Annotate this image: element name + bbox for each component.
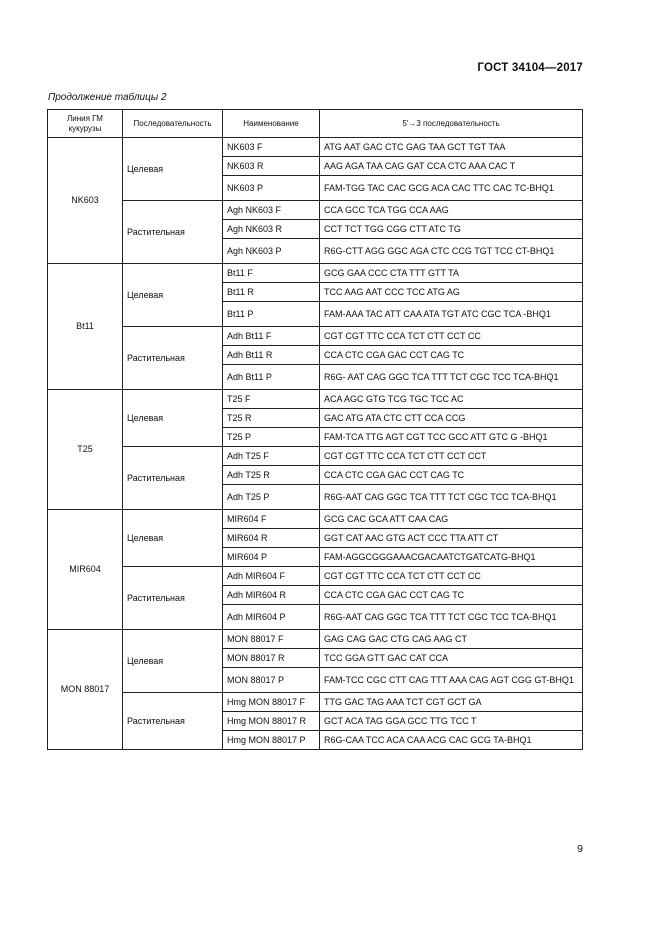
sequence-type-cell: Растительная <box>123 447 223 510</box>
primer-name-cell: MIR604 R <box>223 529 320 548</box>
sequence-type-cell: Целевая <box>123 630 223 693</box>
header-name: Наименование <box>223 110 320 138</box>
primer-name-cell: Adh MIR604 F <box>223 567 320 586</box>
primer-name-cell: MON 88017 F <box>223 630 320 649</box>
primer-name-cell: Adh Bt11 F <box>223 327 320 346</box>
primer-sequence-cell: R6G- AAT CAG GGC TCA TTT TCT CGC TCC TCA-BHQ1 <box>320 365 583 390</box>
primer-sequence-cell: CCA GCC TCA TGG CCA AAG <box>320 201 583 220</box>
primer-sequence-cell: CCA CTC CGA GAC CCT CAG TC <box>320 586 583 605</box>
gm-line-cell: MIR604 <box>48 510 123 630</box>
primer-sequence-cell: ACA AGC GTG TCG TGC TCC AC <box>320 390 583 409</box>
primer-name-cell: Agh NK603 P <box>223 239 320 264</box>
primer-name-cell: NK603 F <box>223 138 320 157</box>
primer-sequence-cell: CCT TCT TGG CGG CTT ATC TG <box>320 220 583 239</box>
primer-sequence-cell: AAG AGA TAA CAG GAT CCA CTC AAA CAC T <box>320 157 583 176</box>
primer-sequence-cell: GAG CAG GAC CTG CAG AAG CT <box>320 630 583 649</box>
primer-name-cell: Bt11 R <box>223 283 320 302</box>
primer-sequence-cell: CGT CGT TTC CCA TCT CTT CCT CC <box>320 567 583 586</box>
primer-name-cell: Adh T25 F <box>223 447 320 466</box>
table-header-row <box>48 110 583 138</box>
primer-sequence-cell: TCC GGA GTT GAC CAT CCA <box>320 649 583 668</box>
primer-name-cell: Bt11 P <box>223 302 320 327</box>
table-row <box>48 264 583 283</box>
primer-name-cell: Adh Bt11 P <box>223 365 320 390</box>
header-value: 5'→3 последовательность <box>320 110 583 138</box>
primer-table <box>47 109 583 750</box>
primer-sequence-cell: GAC ATG ATA CTC CTT CCA CCG <box>320 409 583 428</box>
primer-name-cell: Hmg MON 88017 R <box>223 712 320 731</box>
primer-sequence-cell: R6G-AAT CAG GGC TCA TTT TCT CGC TCC TCA-BHQ1 <box>320 485 583 510</box>
primer-name-cell: MIR604 F <box>223 510 320 529</box>
primer-name-cell: Adh MIR604 P <box>223 605 320 630</box>
table-body <box>48 138 583 750</box>
primer-name-cell: Hmg MON 88017 F <box>223 693 320 712</box>
sequence-type-cell: Растительная <box>123 201 223 264</box>
header-line: Линия ГМ кукурузы <box>48 110 123 138</box>
sequence-type-cell: Растительная <box>123 327 223 390</box>
primer-name-cell: NK603 R <box>223 157 320 176</box>
table-row <box>48 447 583 466</box>
table-row <box>48 390 583 409</box>
primer-name-cell: MIR604 P <box>223 548 320 567</box>
gm-line-cell: T25 <box>48 390 123 510</box>
primer-sequence-cell: CCA CTC CGA GAC CCT CAG TC <box>320 466 583 485</box>
table-row <box>48 630 583 649</box>
primer-name-cell: NK603 P <box>223 176 320 201</box>
primer-sequence-cell: TCC AAG AAT CCC TCC ATG AG <box>320 283 583 302</box>
table-row <box>48 201 583 220</box>
primer-name-cell: Hmg MON 88017 P <box>223 731 320 750</box>
primer-sequence-cell: CGT CGT TTC CCA TCT CTT CCT CC <box>320 327 583 346</box>
sequence-type-cell: Растительная <box>123 693 223 750</box>
primer-name-cell: T25 P <box>223 428 320 447</box>
sequence-type-cell: Целевая <box>123 138 223 201</box>
sequence-type-cell: Целевая <box>123 264 223 327</box>
primer-name-cell: Bt11 F <box>223 264 320 283</box>
sequence-type-cell: Целевая <box>123 510 223 567</box>
primer-name-cell: MON 88017 P <box>223 668 320 693</box>
primer-name-cell: MON 88017 R <box>223 649 320 668</box>
primer-sequence-cell: GCG CAC GCA ATT CAA CAG <box>320 510 583 529</box>
page-number: 9 <box>577 843 583 855</box>
primer-name-cell: Adh T25 P <box>223 485 320 510</box>
sequence-type-cell: Растительная <box>123 567 223 630</box>
primer-name-cell: T25 R <box>223 409 320 428</box>
primer-sequence-cell: TTG GAC TAG AAA TCT CGT GCT GA <box>320 693 583 712</box>
primer-sequence-cell: FAM-AAA TAC ATT CAA ATA TGT ATC CGC TCA -BHQ1 <box>320 302 583 327</box>
primer-sequence-cell: FAM-AGGCGGGAAACGACAATCTGATCATG-BHQ1 <box>320 548 583 567</box>
primer-sequence-cell: GGT CAT AAC GTG ACT CCC TTA ATT CT <box>320 529 583 548</box>
table-row <box>48 138 583 157</box>
document-id: ГОСТ 34104—2017 <box>477 62 583 74</box>
primer-sequence-cell: FAM-TGG TAC CAC GCG ACA CAC TTC CAC TC-BHQ1 <box>320 176 583 201</box>
primer-sequence-cell: FAM-TCC CGC CTT CAG TTT AAA CAG AGT CGG GT-BHQ1 <box>320 668 583 693</box>
table-row <box>48 693 583 712</box>
primer-sequence-cell: CCA CTC CGA GAC CCT CAG TC <box>320 346 583 365</box>
table-caption: Продолжение таблицы 2 <box>48 92 167 103</box>
primer-name-cell: Agh NK603 F <box>223 201 320 220</box>
header-sequence: Последовательность <box>123 110 223 138</box>
primer-sequence-cell: R6G-CAA TCC ACA CAA ACG CAC GCG TA-BHQ1 <box>320 731 583 750</box>
gm-line-cell: MON 88017 <box>48 630 123 750</box>
primer-name-cell: Agh NK603 R <box>223 220 320 239</box>
table-row <box>48 567 583 586</box>
table-row <box>48 327 583 346</box>
primer-sequence-cell: ATG AAT GAC CTC GAG TAA GCT TGT TAA <box>320 138 583 157</box>
primer-name-cell: Adh MIR604 R <box>223 586 320 605</box>
primer-sequence-cell: GCT ACA TAG GGA GCC TTG TCC T <box>320 712 583 731</box>
primer-sequence-cell: R6G-AAT CAG GGC TCA TTT TCT CGC TCC TCA-BHQ1 <box>320 605 583 630</box>
primer-sequence-cell: CGT CGT TTC CCA TCT CTT CCT CCT <box>320 447 583 466</box>
primer-sequence-cell: GCG GAA CCC CTA TTT GTT TA <box>320 264 583 283</box>
table-row <box>48 510 583 529</box>
primer-name-cell: T25 F <box>223 390 320 409</box>
primer-name-cell: Adh Bt11 R <box>223 346 320 365</box>
primer-sequence-cell: R6G-CTT AGG GGC AGA CTC CCG TGT TCC CT-BHQ1 <box>320 239 583 264</box>
primer-name-cell: Adh T25 R <box>223 466 320 485</box>
sequence-type-cell: Целевая <box>123 390 223 447</box>
gm-line-cell: NK603 <box>48 138 123 264</box>
gm-line-cell: Bt11 <box>48 264 123 390</box>
primer-sequence-cell: FAM-TCA TTG AGT CGT TCC GCC ATT GTC G -BHQ1 <box>320 428 583 447</box>
